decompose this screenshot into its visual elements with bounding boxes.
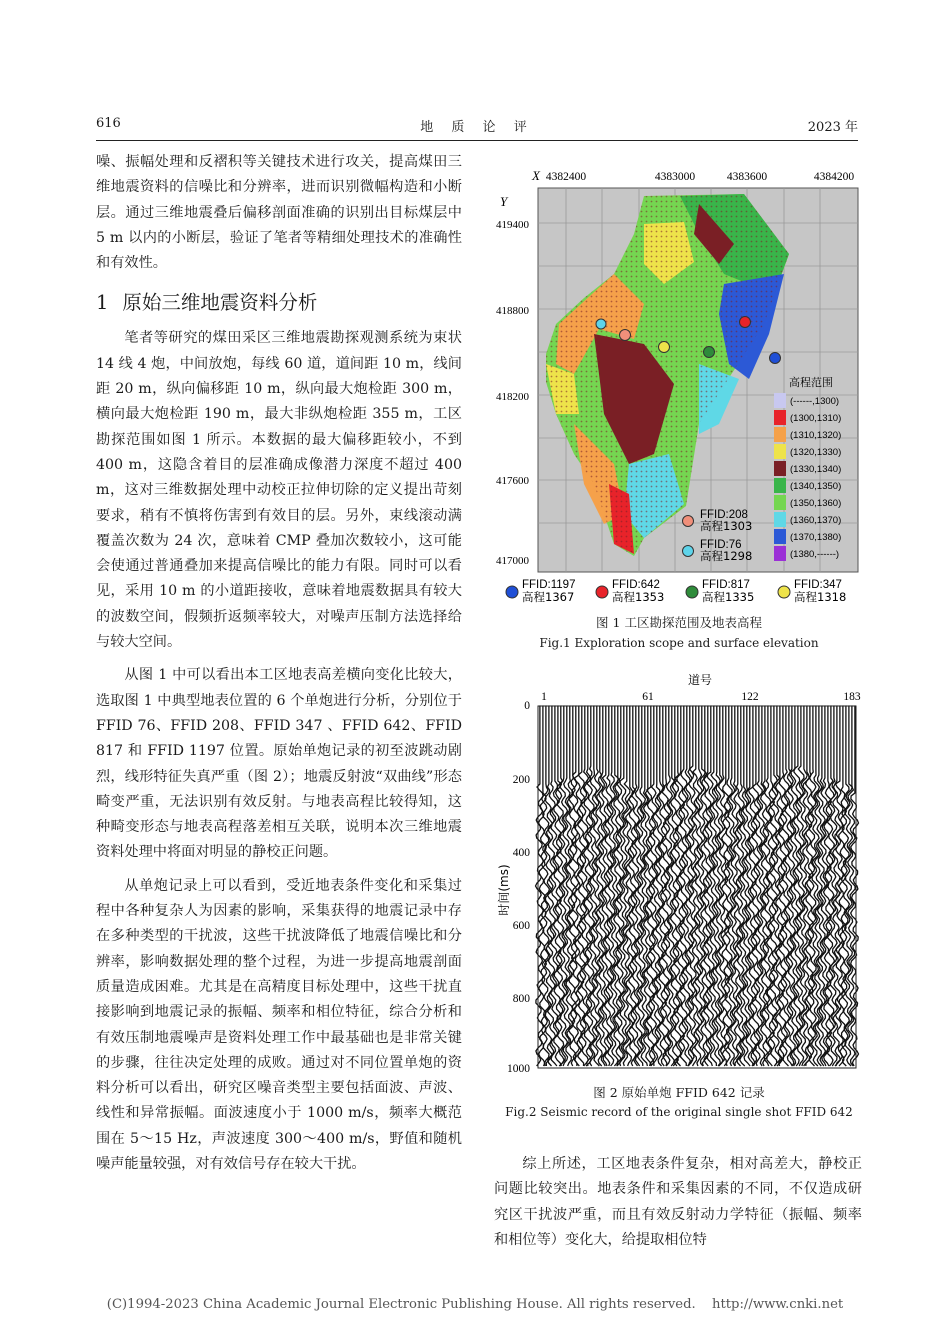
shot-key-dot: [686, 586, 698, 598]
legend-swatch: [774, 427, 786, 442]
trace-axis-title: 道号: [687, 673, 713, 687]
shot-key-dot: [596, 586, 608, 598]
section-heading: [96, 288, 462, 318]
page-footer: [0, 1297, 950, 1312]
seismic-trace: [536, 706, 544, 1066]
legend-label: (1300,1310): [790, 413, 842, 424]
y-tick: 418200: [496, 391, 529, 403]
summary-paragraph: 综上所述，工区地表条件复杂，相对高差大，静校正问题比较突出。地表条件和采集因素的不同，不仅造成研究区干扰波严重，而且有效反射动力学特征（振幅、频率和相位等）变化大，给提取相位特: [494, 1156, 862, 1248]
legend-label: (1310,1320): [790, 430, 842, 441]
time-tick: 600: [512, 920, 530, 932]
figure-2-caption-en: Fig.2 Seismic record of the original single shot FFID 642: [505, 1105, 853, 1119]
y-tick: 418800: [496, 305, 529, 317]
shot-marker-ffid1197: [770, 353, 781, 364]
intro-paragraph: 噪、振幅处理和反褶积等关键技术进行攻关，提高煤田三维地震资料的信噪比和分辨率，进而识别微幅构造和小断层。通过三维地震叠后偏移剖面准确的识别出目标煤层中 5 m 以内的小断层，验证了笔者等精细处理技术的准确性和有效性。: [96, 154, 462, 272]
legend-label: (1360,1370): [790, 515, 842, 526]
legend-label: (1320,1330): [790, 447, 842, 458]
footer-url: http://www.cnki.net: [711, 1297, 844, 1312]
trace-tick: 61: [642, 691, 654, 703]
time-axis-title: 时间(ms): [497, 864, 511, 916]
shot-marker-ffid642: [740, 317, 751, 328]
paragraph-1: 笔者等研究的煤田采区三维地震勘探观测系统为束状 14 线 4 炮，中间放炮，每线 60 道，道间距 10 m，线间距 20 m，纵向偏移距 10 m，纵向最大炮检距 300 m，横向最大炮检距 190 m，最大非纵炮检距 355 m，工区勘探范围如图 1 所示。本数据的最大偏移距较小，不到 400 m，这隐含着目的层准确成像潜力深度不超过 400 m，这对三维数据处理中动校正拉伸切除的定义提出苛刻要求，稍有不慎将伤害到有效目的层。另外，束线滚动满覆盖次数为 24 次，意味着 CMP 叠加次数较小，这可能会使通过普通叠加来提高信噪比的能力有限。同时可以看见，采用 10 m 的小道距接收，意味着地震数据具有较大的波数空间，假频折返频率较大，对噪声压制方法选择给与较大空间。: [96, 330, 462, 651]
shot-key-dot: [683, 516, 694, 527]
legend-label: (1370,1380): [790, 532, 842, 543]
legend-swatch: [774, 444, 786, 459]
trace-tick: 122: [741, 691, 759, 703]
paragraph-3: 从单炮记录上可以看到，受近地表条件变化和采集过程中各种复杂人为因素的影响，采集获得的地震记录中存在多种类型的干扰波，这些干扰波降低了地震信噪比和分辨率，影响数据处理的整个过程，为进一步提高地震剖面质量造成困难。尤其是在高精度目标处理中，这些干扰直接影响到地震记录的振幅、频率和相位特征，综合分析和有效压制地震噪声是资料处理工作中最基础也是非常关键的步骤，往往决定处理的成败。通过对不同位置单炮的资料分析可以看出，研究区噪音类型主要包括面波、声波、线性和异常振幅。面波速度小于 1000 m/s，频率大概范围在 5～15 Hz，声波速度 300～400 m/s，野值和随机噪声能量较强，对有效信号存在较大干扰。: [96, 877, 462, 1172]
x-tick: 4384200: [813, 171, 855, 183]
y-tick: 419400: [496, 219, 529, 231]
left-column: [96, 150, 462, 1177]
legend-swatch: [774, 529, 786, 544]
figure-1: [494, 164, 864, 604]
shot-marker-ffid817: [704, 347, 715, 358]
shot-key-dot: [683, 546, 694, 557]
shot-marker-ffid347: [659, 342, 670, 353]
time-tick: 400: [512, 847, 530, 859]
shot-key-elev: 高程1318: [794, 590, 847, 604]
elevation-legend: [774, 375, 841, 561]
time-tick: 1000: [507, 1063, 530, 1075]
legend-title: 高程范围: [789, 376, 833, 389]
shot-label-id: FFID:208: [700, 509, 748, 521]
publication-year: 2023 年: [807, 120, 858, 135]
shot-label-id: FFID:76: [700, 539, 742, 551]
shot-key-dot: [778, 586, 790, 598]
y-tick: 417000: [496, 555, 529, 567]
seismic-traces: [536, 706, 859, 1066]
y-tick: 417600: [496, 475, 529, 487]
trace-tick: 183: [843, 691, 861, 703]
copyright-notice: (C)1994-2023 China Academic Journal Electronic Publishing House. All rights reserved.: [106, 1297, 696, 1312]
seismic-record: [494, 670, 864, 1080]
section-number: 1: [96, 291, 109, 315]
x-axis-label: X: [532, 168, 540, 183]
journal-title: 地 质 论 评: [420, 120, 534, 135]
shot-key-dot: [506, 586, 518, 598]
shot-key-id: FFID:347: [794, 579, 842, 591]
shot-label-elev: 高程1298: [700, 549, 753, 563]
shot-label-elev: 高程1303: [700, 519, 753, 533]
page-header: [96, 116, 858, 138]
shot-key-elev: 高程1367: [522, 590, 575, 604]
shot-key-elev: 高程1353: [612, 590, 665, 604]
time-tick: 800: [512, 993, 530, 1005]
legend-label: (------,1300): [790, 396, 840, 407]
figure-2: [494, 670, 864, 1080]
time-tick: 0: [524, 700, 530, 712]
legend-swatch: [774, 478, 786, 493]
figure-2-caption-zh: 图 2 原始单炮 FFID 642 记录: [593, 1085, 765, 1100]
x-tick: 4383600: [726, 171, 768, 183]
shot-key-id: FFID:817: [702, 579, 750, 591]
section-title: 原始三维地震资料分析: [122, 291, 318, 315]
shot-key-id: FFID:642: [612, 579, 660, 591]
legend-label: (1380,------): [790, 549, 840, 560]
legend-swatch: [774, 512, 786, 527]
figure-1-caption-zh: 图 1 工区勘探范围及地表高程: [596, 615, 762, 630]
legend-label: (1350,1360): [790, 498, 842, 509]
time-tick: 200: [512, 774, 530, 786]
shot-key-elev: 高程1335: [702, 590, 755, 604]
shot-marker-ffid76: [596, 319, 606, 329]
page-number: 616: [96, 116, 121, 131]
y-axis-label: Y: [500, 194, 508, 209]
x-tick: 4383000: [654, 171, 696, 183]
shot-marker-ffid208: [620, 330, 631, 341]
legend-label: (1330,1340): [790, 464, 842, 475]
legend-swatch: [774, 495, 786, 510]
x-tick: 4382400: [545, 171, 587, 183]
figure-1-caption-en: Fig.1 Exploration scope and surface elevation: [539, 636, 819, 650]
paragraph-2: 从图 1 中可以看出本工区地表高差横向变化比较大，选取图 1 中典型地表位置的 6 个单炮进行分析，分别位于 FFID 76、FFID 208、FFID 347 、FFID 642、FFID 817 和 FFID 1197 位置。原始单炮记录的初至波跳动剧烈，线形特征失真严重（图 2）；地震反射波“双曲线”形态畸变严重，无法识别有效反射。与地表高程比较得知，这种畸变形态与地表高程落差相互关联，说明本次三维地震资料处理中将面对明显的静校正问题。: [96, 667, 462, 861]
legend-swatch: [774, 393, 786, 408]
legend-swatch: [774, 461, 786, 476]
legend-label: (1340,1350): [790, 481, 842, 492]
header-rule: [96, 140, 858, 141]
shot-key-id: FFID:1197: [522, 579, 576, 591]
legend-swatch: [774, 546, 786, 561]
legend-swatch: [774, 410, 786, 425]
shot-key-row: [506, 579, 846, 604]
trace-tick: 1: [541, 691, 547, 703]
right-column-paragraph: [494, 1152, 862, 1253]
elevation-map: [494, 164, 864, 604]
